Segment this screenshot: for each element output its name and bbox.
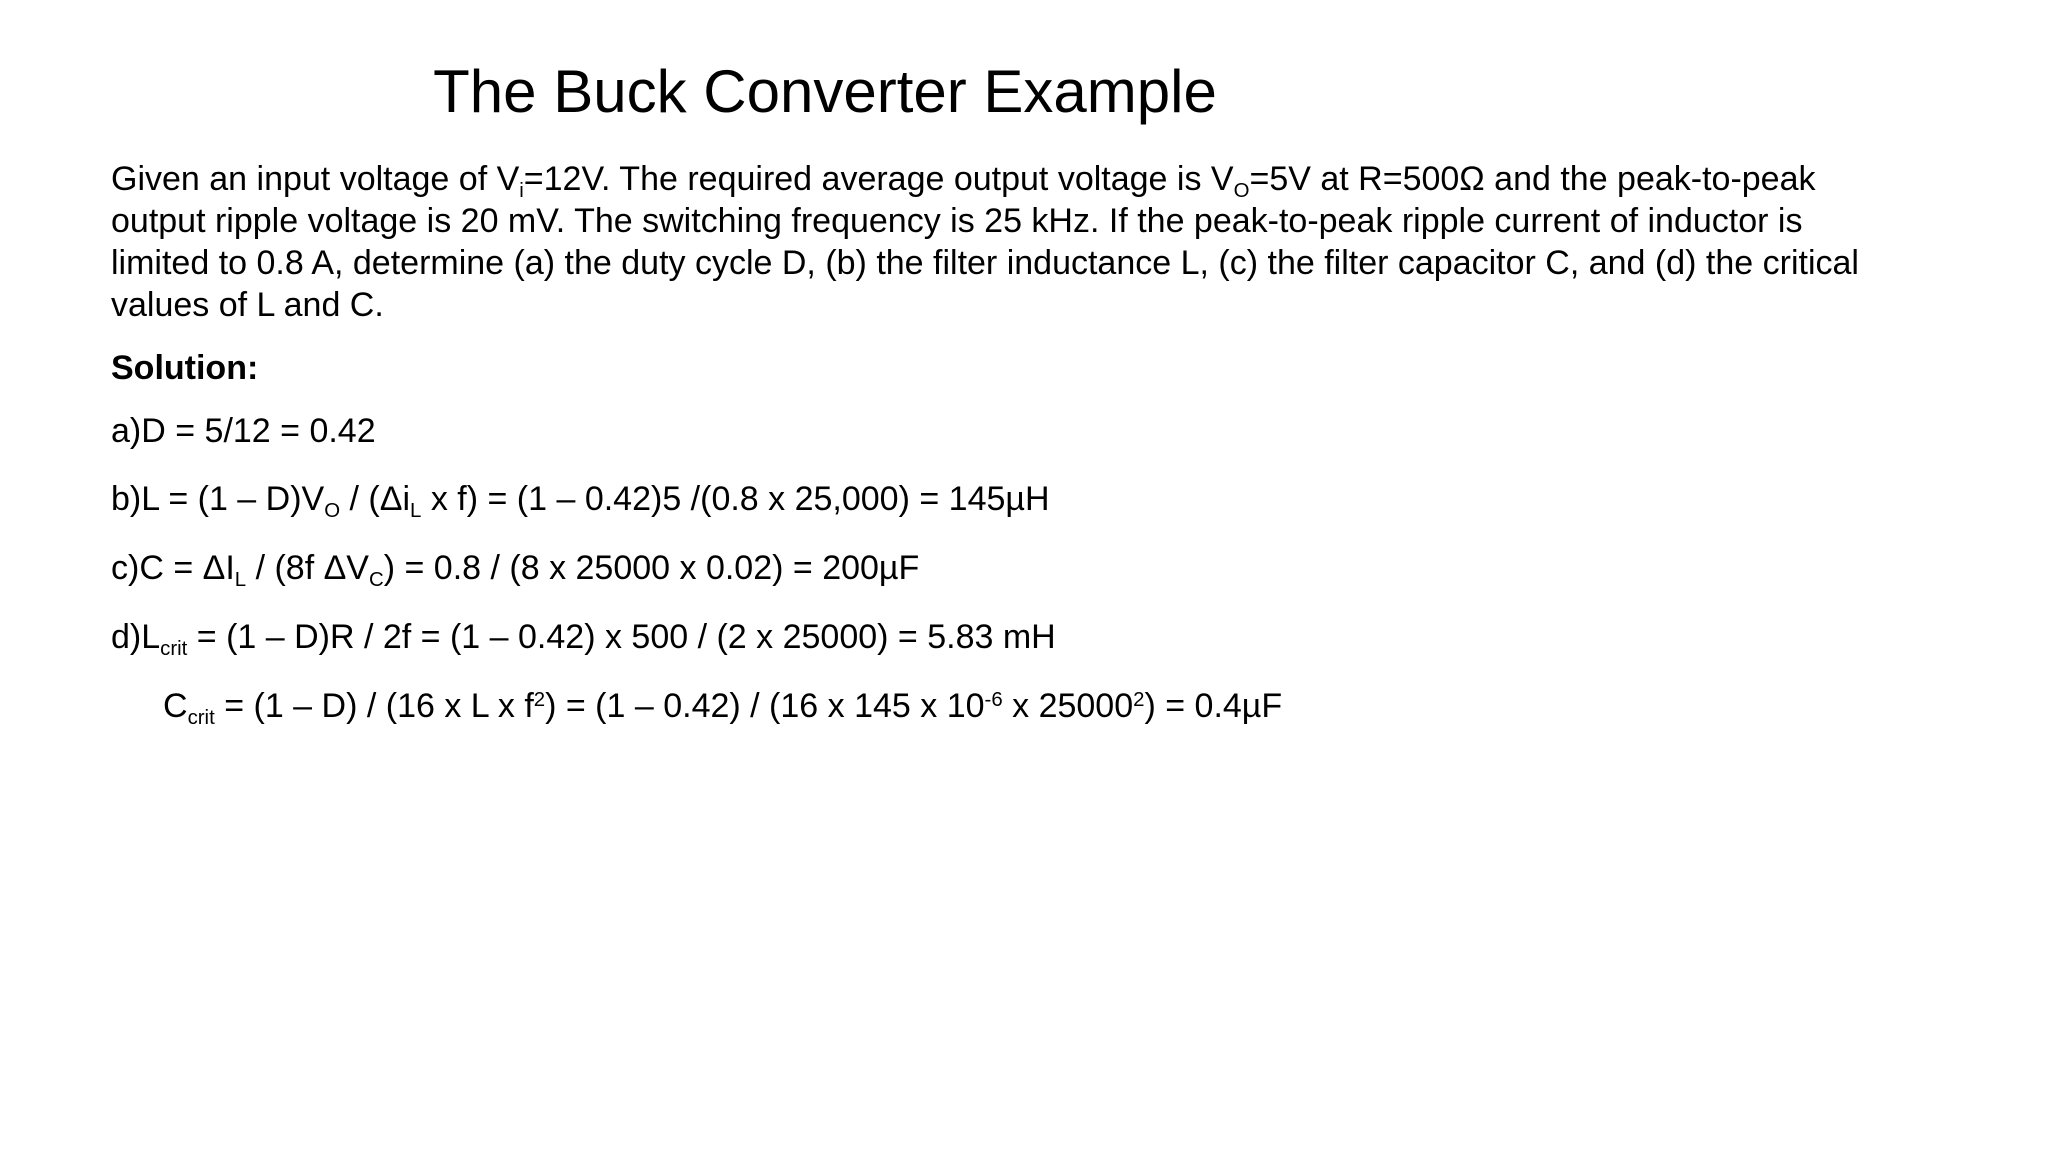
problem-text-1: Given an input voltage of V <box>111 160 520 198</box>
step-c-text-2: / (8f ΔV <box>246 549 369 587</box>
step-d-critical-inductance <box>111 616 1056 661</box>
step-e-text-4: x 25000 <box>1002 687 1134 725</box>
problem-statement <box>111 158 1861 326</box>
step-e-text-1: C <box>163 687 188 725</box>
step-d-sub-crit: crit <box>160 638 188 661</box>
step-e-sup-minus6: -6 <box>984 688 1003 711</box>
step-d-text-2: = (1 – D)R / 2f = (1 – 0.42) x 500 / (2 x 25000) = 5.83 mH <box>187 618 1056 656</box>
problem-text-3: =5V at R=500Ω and the peak-to-peak output ripple voltage is 20 mV. The switching frequency is 25 kHz. If the peak-to-peak ripple current of inductor is limited to 0.8 A, determine (a) the duty cycle D, (b) the filter inductance L, (c) the filter capacitor C, and (d) the critical values of L and C. <box>111 160 1859 324</box>
slide-title: The Buck Converter Example <box>433 58 1217 125</box>
step-c-text-1: c)C = ΔI <box>111 549 235 587</box>
step-b-text-1: b)L = (1 – D)V <box>111 480 325 518</box>
step-b-sub-o: O <box>324 500 341 523</box>
step-b-inductance <box>111 478 1050 523</box>
step-d-critical-capacitance <box>163 685 1283 730</box>
step-b-text-3: x f) = (1 – 0.42)5 /(0.8 x 25,000) = 145µH <box>421 480 1050 518</box>
step-c-capacitance <box>111 547 920 592</box>
step-a-text: a)D = 5/12 = 0.42 <box>111 412 376 450</box>
solution-heading: Solution: <box>111 349 259 387</box>
step-e-sub-crit: crit <box>187 707 215 730</box>
step-e-text-3: ) = (1 – 0.42) / (16 x 145 x 10 <box>545 687 985 725</box>
subscript-i: i <box>519 180 524 203</box>
step-e-sup-2a: 2 <box>533 688 546 711</box>
step-e-text-5: ) = 0.4µF <box>1144 687 1283 725</box>
subscript-o: O <box>1233 180 1250 203</box>
step-c-sub-l: L <box>234 569 247 592</box>
step-a-duty-cycle <box>111 410 376 452</box>
step-b-sub-l: L <box>410 500 422 523</box>
step-b-text-2: / (Δi <box>340 480 411 518</box>
step-e-text-2: = (1 – D) / (16 x L x f <box>214 687 534 725</box>
problem-text-2: =12V. The required average output voltage is V <box>523 160 1234 198</box>
step-d-text-1: d)L <box>111 618 161 656</box>
step-c-text-3: ) = 0.8 / (8 x 25000 x 0.02) = 200µF <box>383 549 920 587</box>
step-c-sub-c: C <box>368 569 384 592</box>
step-e-sup-2b: 2 <box>1133 688 1145 711</box>
